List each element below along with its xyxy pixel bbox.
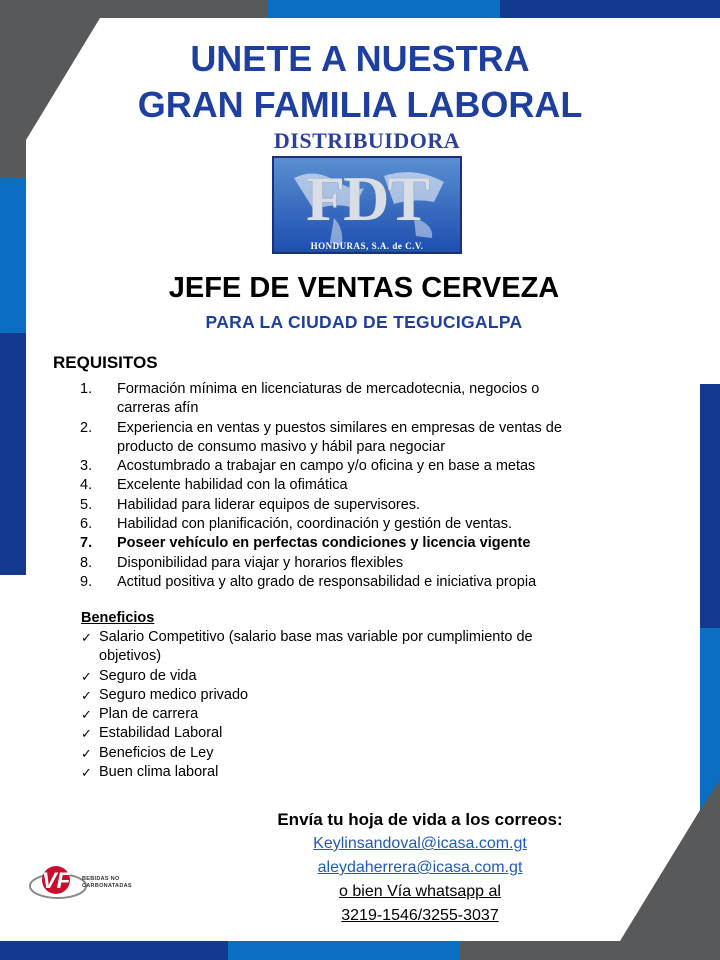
- logo-letters: FDT: [306, 163, 428, 234]
- check-icon: ✓: [81, 707, 92, 723]
- benefit-item: ✓ Beneficios de Ley: [81, 744, 591, 763]
- email-link-1[interactable]: Keylinsandoval@icasa.com.gt: [313, 835, 527, 852]
- check-icon: ✓: [81, 765, 92, 781]
- whatsapp-label: o bien Vía whatsapp al: [339, 883, 501, 900]
- check-icon: ✓: [81, 630, 92, 645]
- company-logo: [268, 128, 466, 256]
- contact-block: [220, 808, 620, 928]
- bottom-right-corner-shape: [620, 780, 720, 941]
- requirement-item: 2. Experiencia en ventas y puestos similares en empresas de ventas de producto de consumo masivo y hábil para negociar: [80, 419, 562, 455]
- vf-mark: VF: [42, 868, 71, 893]
- headline-line-2: GRAN FAMILIA LABORAL: [137, 84, 583, 125]
- job-location: PARA LA CIUDAD DE TEGUCIGALPA: [205, 312, 523, 332]
- requirement-item: 5. Habilidad para liderar equipos de supervisores.: [80, 496, 421, 513]
- check-icon: ✓: [81, 687, 92, 703]
- benefit-item: ✓ Buen clima laboral: [81, 763, 591, 782]
- requirements-list: [80, 380, 595, 592]
- requirement-item: 7. Poseer vehículo en perfectas condiciones y licencia vigente: [80, 535, 531, 552]
- whatsapp-phones: 3219-1546/3255-3037: [341, 907, 499, 924]
- benefits-heading: Beneficios: [81, 610, 155, 626]
- requirements-heading: REQUISITOS: [53, 353, 158, 372]
- headline: [0, 36, 720, 128]
- benefit-item: ✓ Plan de carrera: [81, 705, 591, 724]
- requirement-item: 4. Excelente habilidad con la ofimática: [80, 477, 348, 494]
- email-link-2[interactable]: aleydaherrera@icasa.com.gt: [317, 859, 523, 876]
- check-icon: ✓: [81, 726, 92, 742]
- logo-top-text: DISTRIBUIDORA: [273, 128, 461, 153]
- requirement-item: 6. Habilidad con planificación, coordinación y gestión de ventas.: [80, 516, 512, 533]
- benefit-item: ✓ Seguro medico privado: [81, 686, 591, 705]
- benefits-list: [81, 628, 591, 782]
- check-icon: ✓: [81, 745, 92, 761]
- logo-box: [272, 156, 462, 254]
- benefit-item: ✓ Estabilidad Laboral: [81, 724, 591, 743]
- requirement-item: 3. Acostumbrado a trabajar en campo y/o oficina y en base a metas: [80, 458, 536, 475]
- requirement-item: 1. Formación mínima en licenciaturas de mercadotecnia, negocios o carreras afín: [80, 381, 540, 417]
- benefit-item: ✓ Salario Competitivo (salario base mas variable por cumplimiento de objetivos): [81, 629, 533, 665]
- requirement-item: 8. Disponibilidad para viajar y horarios flexibles: [80, 554, 404, 571]
- logo-bottom-text: HONDURAS, S.A. de C.V.: [310, 241, 424, 251]
- requirement-item: 9. Actitud positiva y alto grado de responsabilidad e iniciativa propia: [80, 573, 537, 590]
- job-title: JEFE DE VENTAS CERVEZA: [168, 272, 560, 304]
- vf-logo-text: BEBIDAS NO CARBONATADAS: [82, 876, 132, 889]
- benefit-item: ✓ Seguro de vida: [81, 667, 591, 686]
- headline-line-1: UNETE A NUESTRA: [190, 38, 530, 79]
- contact-title: Envía tu hoja de vida a los correos:: [277, 810, 563, 829]
- check-icon: ✓: [81, 668, 92, 684]
